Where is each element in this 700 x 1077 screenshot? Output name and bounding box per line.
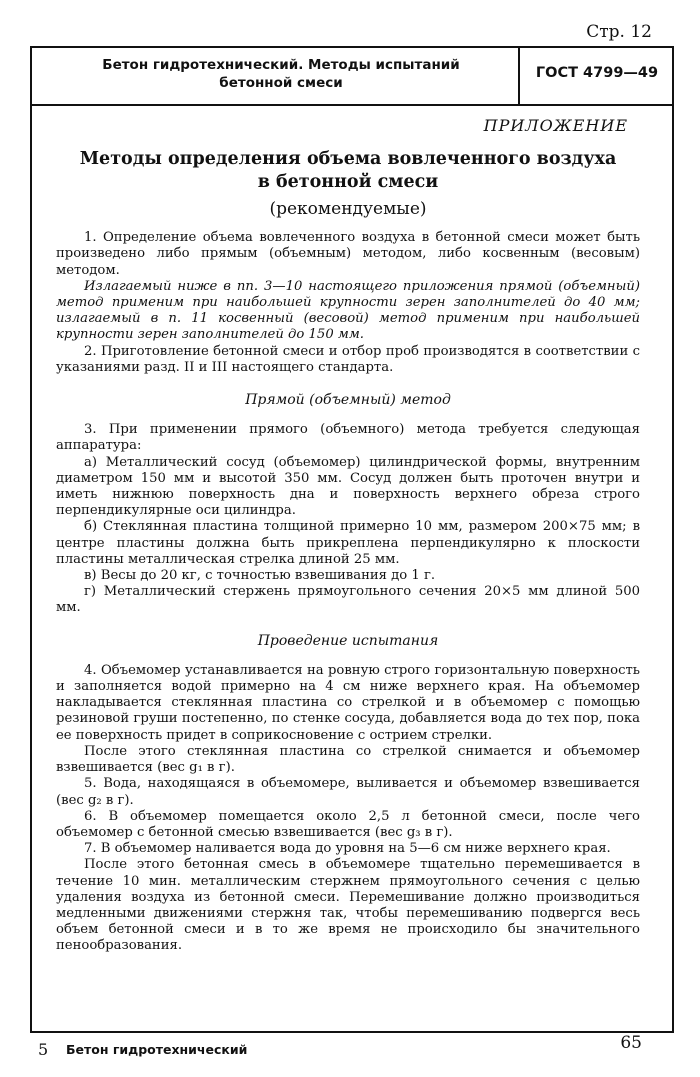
header-title-line2: бетонной смеси bbox=[219, 75, 343, 91]
footer-title: Бетон гидротехнический bbox=[66, 1042, 248, 1057]
title-line2: в бетонной смеси bbox=[257, 172, 439, 193]
paragraph: г) Металлический стержень прямоугольного сечения 20×5 мм длиной 500 мм. bbox=[56, 584, 640, 616]
header-title bbox=[46, 56, 516, 92]
paragraph: 6. В объемомер помещается около 2,5 л бетонной смеси, после чего объемомер с бетонной смесью взвешивается (вес g₃ в г). bbox=[56, 808, 640, 840]
paragraph: После этого стеклянная пластина со стрелкой снимается и объемомер взвешивается (вес g₁ в г). bbox=[56, 743, 640, 776]
footer-issue-number: 5 bbox=[38, 1040, 49, 1059]
section-heading-test-procedure: Проведение испытания bbox=[257, 632, 439, 649]
paragraph: 3. При применении прямого (объемного) метода требуется следующая аппаратура: bbox=[56, 422, 640, 454]
standard-number: ГОСТ 4799—49 bbox=[535, 65, 659, 81]
paragraph: 7. В объемомер наливается вода до уровня на 5—6 см ниже верхнего края. bbox=[84, 841, 611, 857]
paragraph: 4. Объемомер устанавливается на ровную строго горизонтальную поверхность и заполняется водой примерно на 4 см ниже верхнего края. На объемомер накладывается стеклянная пластина со стрелкой и в объемомер с помощью резиновой груши постепенно, по стенке сосуда, добавляется вода до тех пор, пока ее поверхность придет в соприкосновение с острием стрелки. bbox=[56, 662, 640, 743]
paragraph: После этого бетонная смесь в объемомере тщательно перемешивается в течение 10 мин. металлическим стержнем прямоугольного сечения с целью удаления воздуха из бетонной смеси. Перемешивание должно производиться медленными движениями стержня так, чтобы перемешиванию подвергся весь объем бетонной смеси и в то же время не происходило бы значительного пенообразования. bbox=[56, 857, 640, 954]
paragraph: а) Металлический сосуд (объемомер) цилиндрической формы, внутренним диаметром 150 мм и высотой 350 мм. Сосуд должен быть проточен внутри и иметь нижнюю поверхность дна и поверхность верхнего обреза строго перпендикулярные оси цилиндра. bbox=[56, 454, 640, 519]
footer-page-number: 65 bbox=[620, 1033, 642, 1053]
document-header bbox=[32, 46, 672, 106]
header-title-line1: Бетон гидротехнический. Методы испытаний bbox=[102, 57, 460, 73]
paragraph: 2. Приготовление бетонной смеси и отбор проб производятся в соответствии с указаниями разд. II и III настоящего стандарта. bbox=[56, 343, 640, 375]
paragraph: в) Весы до 20 кг, с точностью взвешивания до 1 г. bbox=[84, 568, 436, 584]
paragraph: б) Стеклянная пластина толщиной примерно 10 мм, размером 200×75 мм; в центре пластины должна быть прикреплена перпендикулярно к плоскости пластины металлическая стрелка длиной 25 мм. bbox=[56, 519, 640, 567]
intro-section bbox=[56, 230, 640, 376]
paragraph: 5. Вода, находящаяся в объемомере, выливается и объемомер взвешивается (вес g₂ в г). bbox=[56, 776, 640, 808]
appendix-label: ПРИЛОЖЕНИЕ bbox=[483, 116, 628, 135]
document-subtitle: (рекомендуемые) bbox=[269, 199, 427, 220]
title-line1: Методы определения объема вовлеченного воздуха bbox=[79, 149, 617, 170]
header-divider bbox=[518, 48, 520, 104]
paragraph: Излагаемый ниже в пп. 3—10 настоящего приложения прямой (объемный) метод применим при наибольшей крупности зерен заполнителей до 40 мм; излагаемый в п. 11 косвенный (весовой) метод применим при наибольшей крупности зерен заполнителей до 150 мм. bbox=[56, 278, 640, 343]
document-title bbox=[56, 148, 640, 194]
section-heading-direct-method: Прямой (объемный) метод bbox=[245, 392, 451, 409]
method-section bbox=[56, 422, 640, 616]
page-label: Стр. 12 bbox=[586, 22, 652, 42]
document-body bbox=[56, 118, 640, 955]
paragraph: 1. Определение объема вовлеченного воздуха в бетонной смеси может быть произведено либо прямым (объемным) методом, либо косвенным (весовым) методом. bbox=[56, 230, 640, 278]
test-section bbox=[56, 663, 640, 955]
